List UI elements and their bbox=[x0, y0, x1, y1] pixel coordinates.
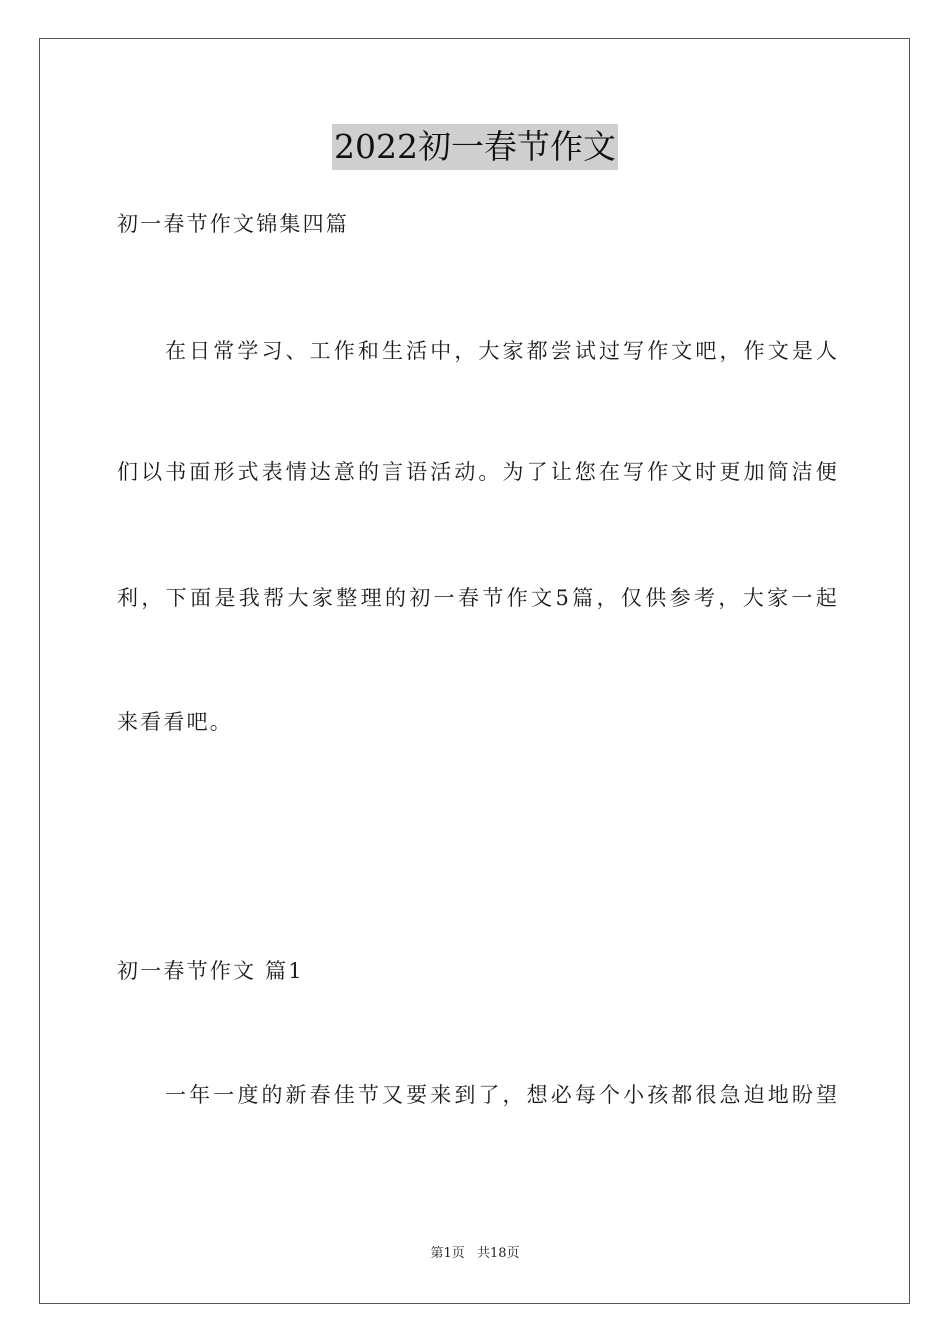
page-total: 共18页 bbox=[476, 1246, 520, 1261]
paragraph-line: 利 ， 下 面 是 我 帮 大 家 整 理 的 初 一 春 节 作 文 5 篇 ， 仅 供 参 考 ， 大 家 一 起 bbox=[117, 586, 837, 610]
document-title: 2022初一春节作文 bbox=[332, 124, 618, 170]
document-subtitle: 初一春节作文锦集四篇 bbox=[117, 212, 349, 236]
paragraph-line: 一 年 一 度 的 新 春 佳 节 又 要 来 到 了 ， 想 必 每 个 小 孩 都 很 急 迫 地 盼 望 bbox=[165, 1083, 837, 1107]
paragraph-line: 在 日 常 学 习 、 工 作 和 生 活 中 ， 大 家 都 尝 试 过 写 作 文 吧 ， 作 文 是 人 bbox=[165, 339, 837, 363]
section-heading: 初一春节作文 篇1 bbox=[117, 959, 304, 983]
paragraph-line: 来看看吧。 bbox=[117, 710, 233, 734]
paragraph-line: 们 以 书 面 形 式 表 情 达 意 的 言 语 活 动 。 为 了 让 您 在 写 作 文 时 更 加 简 洁 便 bbox=[117, 460, 837, 484]
page-footer bbox=[0, 1244, 950, 1264]
title-container bbox=[0, 124, 950, 170]
page-number: 第1页 bbox=[430, 1246, 465, 1261]
